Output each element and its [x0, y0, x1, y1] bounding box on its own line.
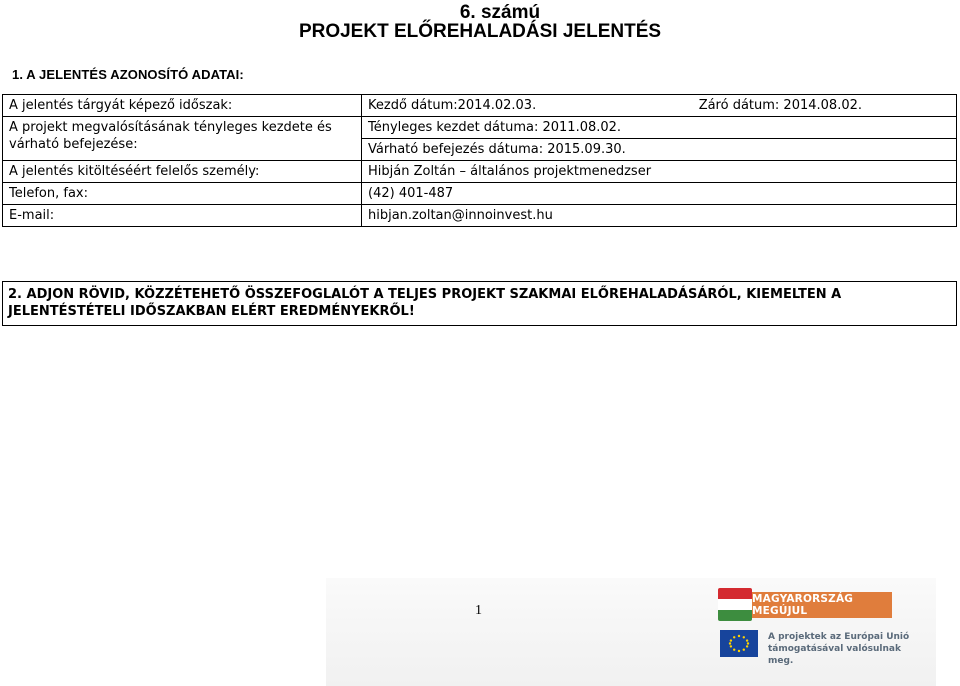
email-label: E-mail:	[3, 205, 362, 227]
table-row	[3, 117, 957, 139]
period-label: A jelentés tárgyát képező időszak:	[3, 95, 362, 117]
actual-start: Tényleges kezdet dátuma: 2011.08.02.	[362, 117, 957, 139]
eu-text-line1: A projektek az Európai Unió	[768, 632, 910, 642]
table-row	[3, 95, 957, 117]
table-row	[3, 205, 957, 227]
document-number-text: 6. számú	[459, 2, 541, 23]
section2-heading: 2. ADJON RÖVID, KÖZZÉTEHETŐ ÖSSZEFOGLALÓT A TELJES PROJEKT SZAKMAI ELŐREHALADÁSÁRÓL, KIEMELTEN A JELENTÉSTÉTELI IDŐSZAKBAN ELÉRT EREDMÉNYEKRŐL!	[8, 287, 842, 319]
project-dates-label: A projekt megvalósításának tényleges kezdete és várható befejezése:	[3, 117, 362, 161]
eu-text-line2: támogatásával valósulnak meg.	[768, 644, 901, 666]
eu-support-text	[768, 631, 918, 667]
responsible-value: Hibján Zoltán – általános projektmenedzser	[362, 161, 957, 183]
document-title: PROJEKT ELŐREHALADÁSI JELENTÉS	[298, 21, 662, 42]
page-number: 1	[475, 603, 482, 618]
magyarorszag-megujul-banner: MAGYARORSZÁG MEGÚJUL	[752, 592, 892, 618]
phone-value: (42) 401-487	[362, 183, 957, 205]
hungary-flag-icon	[718, 588, 752, 621]
section2-box	[2, 281, 957, 326]
expected-end: Várható befejezés dátuma: 2015.09.30.	[362, 139, 957, 161]
phone-label: Telefon, fax:	[3, 183, 362, 205]
table-row	[3, 161, 957, 183]
period-cell	[362, 95, 957, 117]
email-value: hibjan.zoltan@innoinvest.hu	[362, 205, 957, 227]
responsible-label: A jelentés kitöltéséért felelős személy:	[3, 161, 362, 183]
period-end: Záró dátum: 2014.08.02.	[698, 98, 862, 113]
eu-flag-icon	[720, 630, 758, 657]
section1-heading: 1. A JELENTÉS AZONOSÍTÓ ADATAI:	[12, 67, 244, 82]
table-row	[3, 183, 957, 205]
period-start: Kezdő dátum:2014.02.03.	[368, 98, 537, 113]
identification-table	[2, 94, 957, 227]
